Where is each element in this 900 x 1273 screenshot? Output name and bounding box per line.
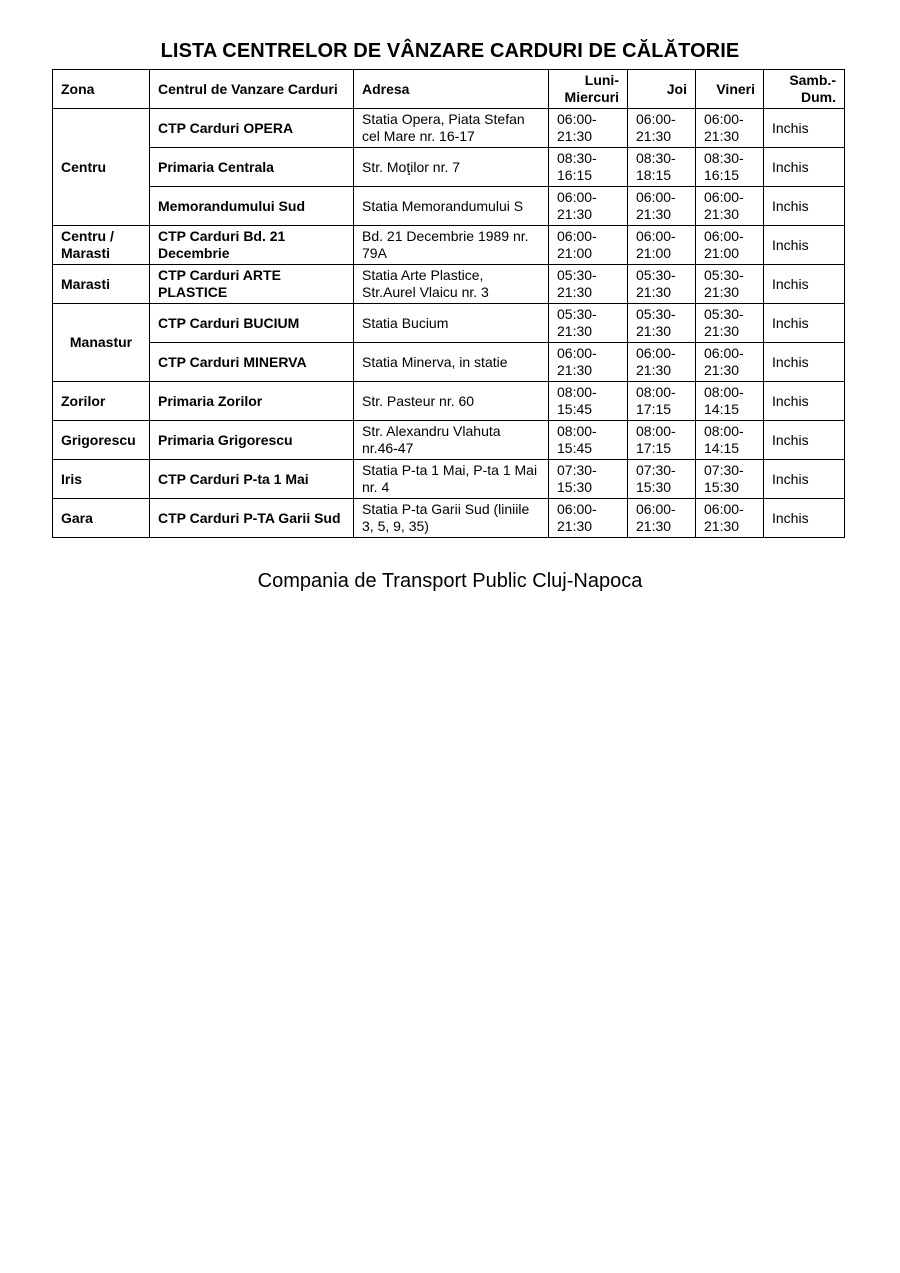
hours-vineri: 06:00-21:30 — [696, 499, 764, 538]
hours-luni-miercuri: 08:30-16:15 — [549, 148, 628, 187]
table-row — [53, 109, 845, 148]
table-header-row — [53, 70, 845, 109]
address: Statia Memorandumului S — [354, 187, 549, 226]
hours-samb-dum: Inchis — [764, 304, 845, 343]
table-row — [53, 265, 845, 304]
table-row — [53, 499, 845, 538]
hours-vineri: 06:00-21:00 — [696, 226, 764, 265]
center-name: CTP Carduri P-ta 1 Mai — [150, 460, 354, 499]
hours-samb-dum: Inchis — [764, 226, 845, 265]
hours-joi: 08:00-17:15 — [628, 421, 696, 460]
hours-luni-miercuri: 06:00-21:30 — [549, 499, 628, 538]
center-name: CTP Carduri ARTE PLASTICE — [150, 265, 354, 304]
address: Statia Opera, Piata Stefan cel Mare nr. 16-17 — [354, 109, 549, 148]
table-row — [53, 343, 845, 382]
header-joi: Joi — [628, 70, 696, 109]
hours-luni-miercuri: 06:00-21:30 — [549, 343, 628, 382]
hours-luni-miercuri: 06:00-21:00 — [549, 226, 628, 265]
center-name: CTP Carduri P-TA Garii Sud — [150, 499, 354, 538]
hours-vineri: 06:00-21:30 — [696, 187, 764, 226]
zone-cell: Zorilor — [53, 382, 150, 421]
address: Statia Minerva, in statie — [354, 343, 549, 382]
hours-samb-dum: Inchis — [764, 421, 845, 460]
hours-luni-miercuri: 08:00-15:45 — [549, 421, 628, 460]
address: Statia Arte Plastice, Str.Aurel Vlaicu nr. 3 — [354, 265, 549, 304]
hours-luni-miercuri: 07:30-15:30 — [549, 460, 628, 499]
zone-cell: Centru — [53, 109, 150, 226]
table-row — [53, 187, 845, 226]
center-name: Primaria Centrala — [150, 148, 354, 187]
address: Statia Bucium — [354, 304, 549, 343]
hours-vineri: 06:00-21:30 — [696, 343, 764, 382]
address: Statia P-ta Garii Sud (liniile 3, 5, 9, 35) — [354, 499, 549, 538]
hours-samb-dum: Inchis — [764, 148, 845, 187]
table-row — [53, 226, 845, 265]
center-name: CTP Carduri OPERA — [150, 109, 354, 148]
address: Str. Alexandru Vlahuta nr.46-47 — [354, 421, 549, 460]
hours-joi: 07:30-15:30 — [628, 460, 696, 499]
header-vineri: Vineri — [696, 70, 764, 109]
sales-centers-table — [52, 69, 845, 538]
hours-vineri: 08:30-16:15 — [696, 148, 764, 187]
hours-vineri: 08:00-14:15 — [696, 382, 764, 421]
center-name: CTP Carduri MINERVA — [150, 343, 354, 382]
hours-samb-dum: Inchis — [764, 460, 845, 499]
center-name: CTP Carduri Bd. 21 Decembrie — [150, 226, 354, 265]
address: Str. Pasteur nr. 60 — [354, 382, 549, 421]
hours-luni-miercuri: 06:00-21:30 — [549, 109, 628, 148]
zone-cell: Marasti — [53, 265, 150, 304]
hours-joi: 06:00-21:30 — [628, 499, 696, 538]
zone-cell: Iris — [53, 460, 150, 499]
hours-vineri: 05:30-21:30 — [696, 265, 764, 304]
hours-joi: 08:00-17:15 — [628, 382, 696, 421]
hours-joi: 06:00-21:30 — [628, 187, 696, 226]
hours-samb-dum: Inchis — [764, 187, 845, 226]
center-name: Primaria Grigorescu — [150, 421, 354, 460]
center-name: Primaria Zorilor — [150, 382, 354, 421]
table-row — [53, 421, 845, 460]
hours-vineri: 08:00-14:15 — [696, 421, 764, 460]
header-centru: Centrul de Vanzare Carduri — [150, 70, 354, 109]
zone-cell: Gara — [53, 499, 150, 538]
zone-cell: Grigorescu — [53, 421, 150, 460]
table-row — [53, 460, 845, 499]
header-adresa: Adresa — [354, 70, 549, 109]
table-row — [53, 304, 845, 343]
zone-cell: Centru / Marasti — [53, 226, 150, 265]
address: Str. Moţilor nr. 7 — [354, 148, 549, 187]
header-zona: Zona — [53, 70, 150, 109]
header-samb-dum: Samb.-Dum. — [764, 70, 845, 109]
hours-samb-dum: Inchis — [764, 499, 845, 538]
zone-cell: Manastur — [53, 304, 150, 382]
hours-samb-dum: Inchis — [764, 382, 845, 421]
company-footer: Compania de Transport Public Cluj-Napoca — [257, 570, 643, 592]
hours-vineri: 06:00-21:30 — [696, 109, 764, 148]
center-name: CTP Carduri BUCIUM — [150, 304, 354, 343]
table-row — [53, 382, 845, 421]
hours-luni-miercuri: 06:00-21:30 — [549, 187, 628, 226]
hours-samb-dum: Inchis — [764, 109, 845, 148]
center-name: Memorandumului Sud — [150, 187, 354, 226]
address: Statia P-ta 1 Mai, P-ta 1 Mai nr. 4 — [354, 460, 549, 499]
hours-joi: 08:30-18:15 — [628, 148, 696, 187]
hours-joi: 06:00-21:00 — [628, 226, 696, 265]
address: Bd. 21 Decembrie 1989 nr. 79A — [354, 226, 549, 265]
hours-vineri: 07:30-15:30 — [696, 460, 764, 499]
hours-samb-dum: Inchis — [764, 343, 845, 382]
hours-joi: 05:30-21:30 — [628, 265, 696, 304]
hours-luni-miercuri: 08:00-15:45 — [549, 382, 628, 421]
hours-vineri: 05:30-21:30 — [696, 304, 764, 343]
page-title: LISTA CENTRELOR DE VÂNZARE CARDURI DE CĂLĂTORIE — [160, 40, 740, 62]
hours-luni-miercuri: 05:30-21:30 — [549, 304, 628, 343]
table-row — [53, 148, 845, 187]
hours-joi: 06:00-21:30 — [628, 343, 696, 382]
hours-joi: 05:30-21:30 — [628, 304, 696, 343]
hours-luni-miercuri: 05:30-21:30 — [549, 265, 628, 304]
hours-joi: 06:00-21:30 — [628, 109, 696, 148]
hours-samb-dum: Inchis — [764, 265, 845, 304]
header-luni-miercuri: Luni-Miercuri — [549, 70, 628, 109]
